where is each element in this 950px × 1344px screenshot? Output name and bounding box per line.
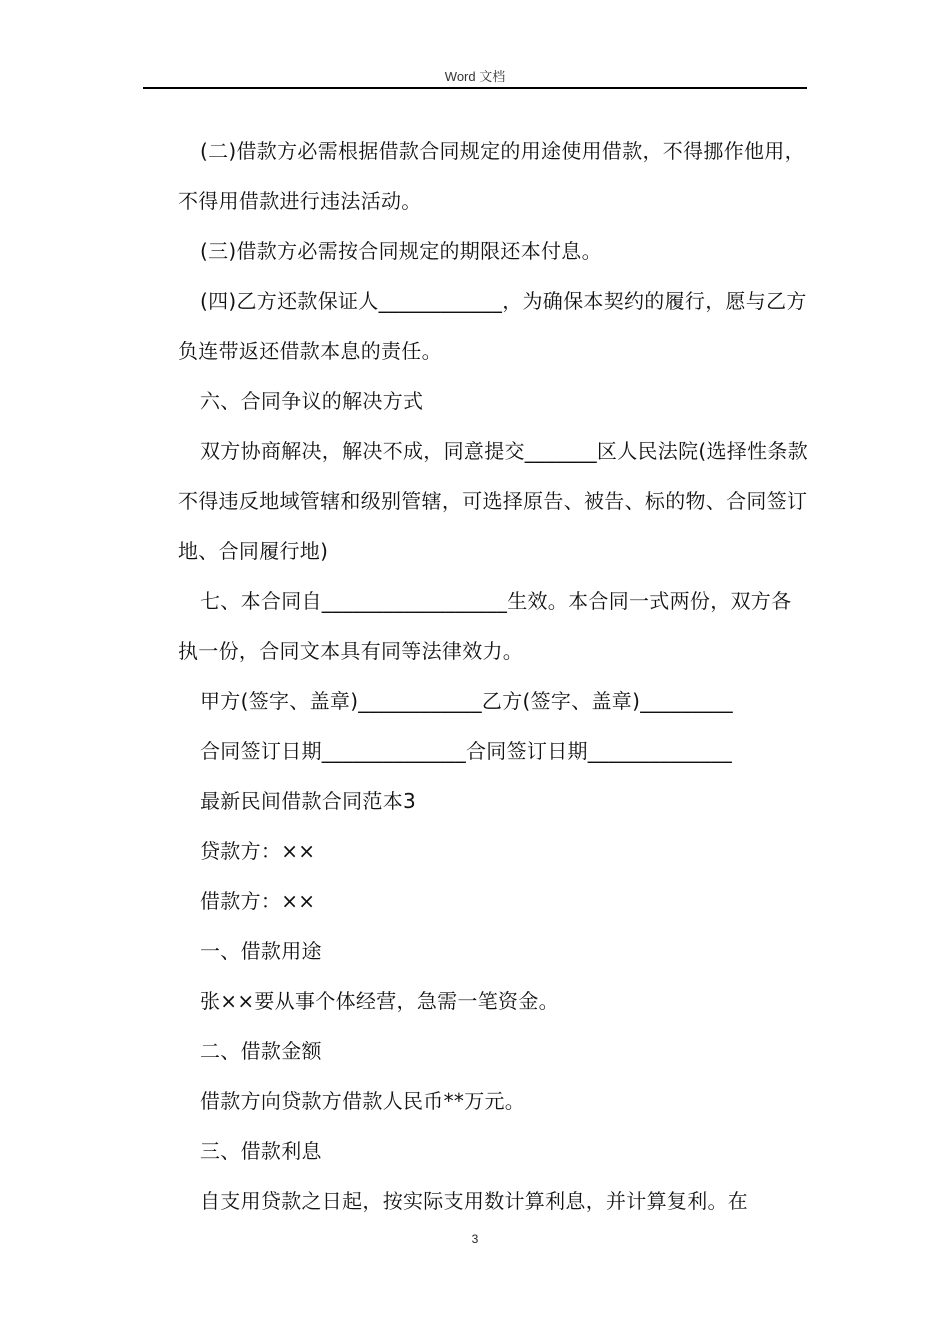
section-heading-dispute: 六、合同争议的解决方式 [200,389,424,413]
section-heading-effective: 七、本合同自__________________生效。本合同一式两份，双方各执一份，合同文本具有同等法律效力。 [178,589,792,663]
paragraph-clause-3: (三)借款方必需按合同规定的期限还本付息。 [200,239,602,263]
page-header-title: Word 文档 [444,69,506,84]
paragraph-amount: 借款方向贷款方借款人民币**万元。 [200,1089,526,1113]
page-number: 3 [471,1232,479,1246]
paragraph-dispute-resolution: 双方协商解决，解决不成，同意提交_______区人民法院(选择性条款不得违反地域管辖和级别管辖，可选择原告、被告、标的物、合同签订地、合同履行地) [178,439,809,563]
signing-date-line: 合同签订日期______________合同签订日期______________ [200,739,732,763]
header-divider [143,87,807,89]
document-body [178,126,808,1226]
section-heading-purpose: 一、借款用途 [200,939,322,963]
paragraph-clause-2: (二)借款方必需根据借款合同规定的用途使用借款，不得挪作他用，不得用借款进行违法活动。 [178,139,805,213]
lender-line: 贷款方：×× [200,839,316,863]
paragraph-interest: 自支用贷款之日起，按实际支用数计算利息，并计算复利。在 [200,1189,749,1213]
paragraph-purpose: 张××要从事个体经营，急需一笔资金。 [200,989,559,1013]
signature-line: 甲方(签字、盖章)____________乙方(签字、盖章)_________ [200,689,733,713]
paragraph-clause-4: (四)乙方还款保证人____________，为确保本契约的履行，愿与乙方负连带返还借款本息的责任。 [178,289,807,363]
section-heading-interest: 三、借款利息 [200,1139,322,1163]
contract-title: 最新民间借款合同范本3 [200,789,417,813]
section-heading-amount: 二、借款金额 [200,1039,322,1063]
borrower-line: 借款方：×× [200,889,316,913]
